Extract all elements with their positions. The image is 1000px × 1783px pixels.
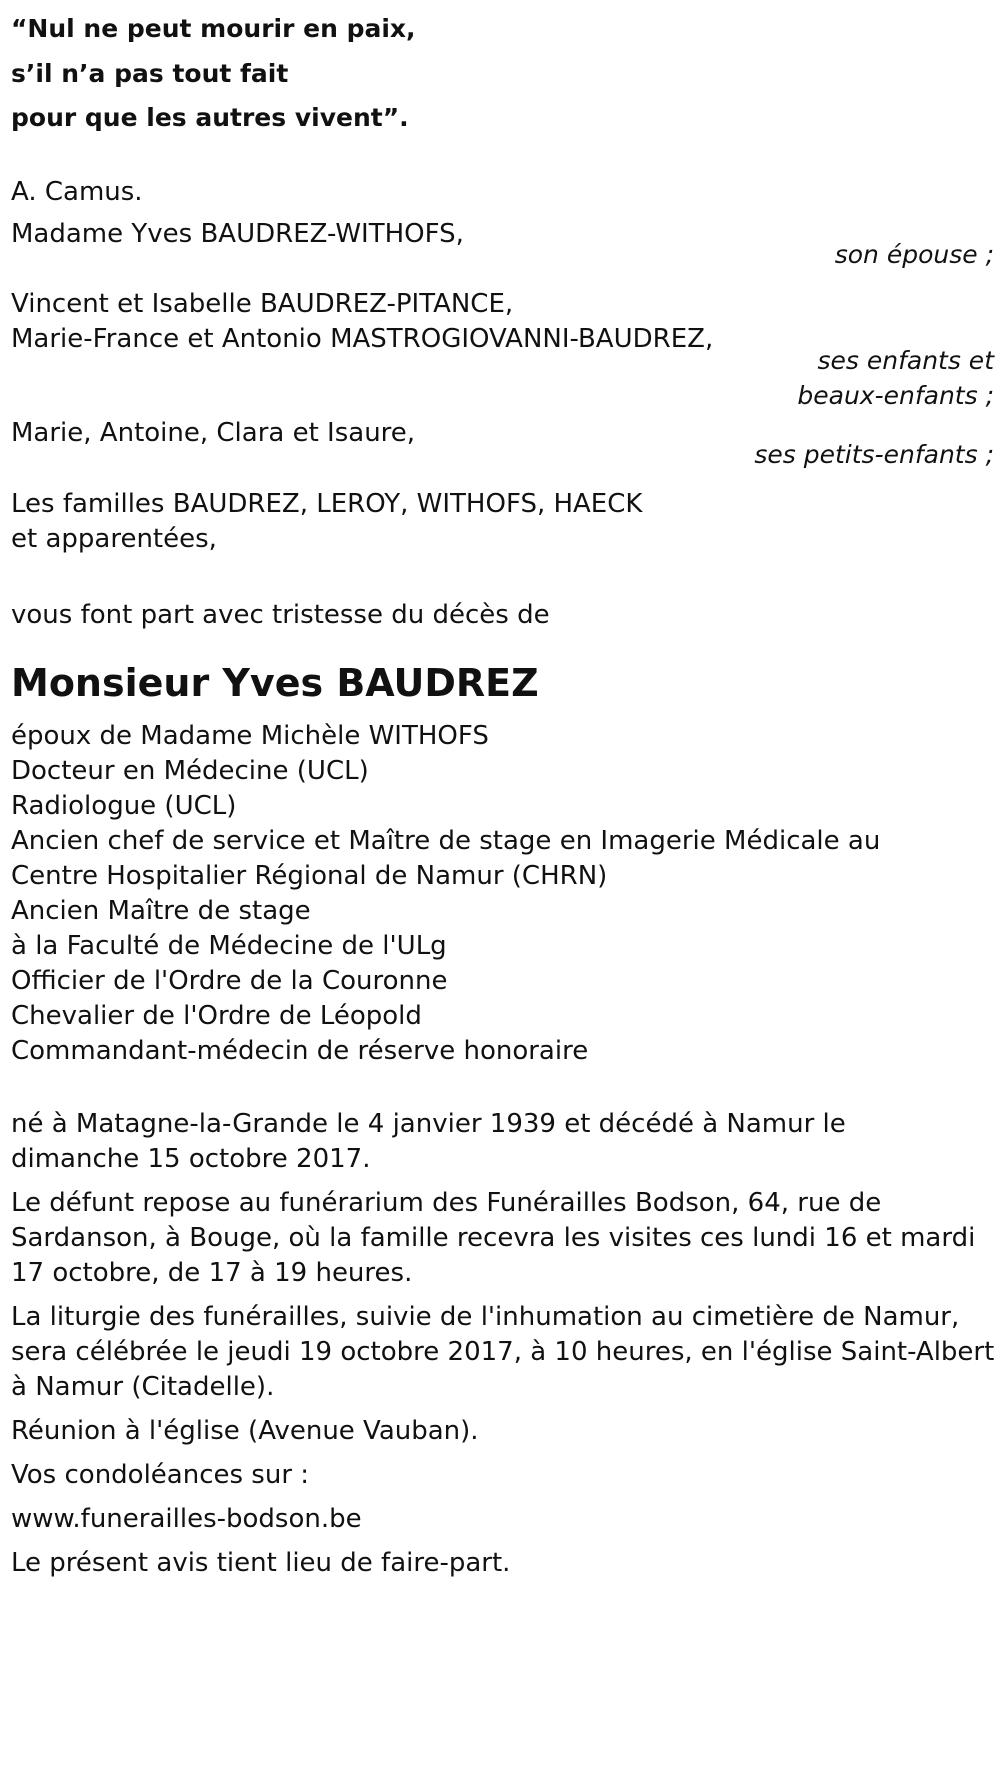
notice-text: Le présent avis tient lieu de faire-part.	[11, 1548, 511, 1578]
spouse-role: son épouse ;	[834, 240, 994, 269]
paragraph-line: né à Matagne-la-Grande le 4 janvier 1939 et décédé à Namur le	[11, 1109, 846, 1139]
title-line: Centre Hospitalier Régional de Namur (CHRN)	[11, 861, 608, 891]
title-line: Chevalier de l'Ordre de Léopold	[11, 1001, 422, 1031]
titles-list	[11, 719, 996, 1069]
title-line: Ancien chef de service et Maître de stage en Imagerie Médicale au	[11, 826, 881, 856]
paragraph-line: Le défunt repose au funérarium des Funérailles Bodson, 64, rue de	[11, 1188, 882, 1218]
children-role: ses enfants et	[817, 346, 994, 375]
title-line: Ancien Maître de stage	[11, 896, 311, 926]
title-line: Commandant-médecin de réserve honoraire	[11, 1036, 589, 1066]
birth-death-paragraph	[11, 1107, 996, 1177]
children-line: Marie-France et Antonio MASTROGIOVANNI-BAUDREZ,	[11, 324, 714, 354]
title-line: époux de Madame Michèle WITHOFS	[11, 721, 489, 751]
paragraph-line: Sardanson, à Bouge, où la famille recevra les visites ces lundi 16 et mardi	[11, 1223, 976, 1253]
grandchildren-names: Marie, Antoine, Clara et Isaure,	[11, 418, 416, 448]
spouse-name: Madame Yves BAUDREZ-WITHOFS,	[11, 219, 464, 249]
grandchildren-role: ses petits-enfants ;	[754, 440, 994, 469]
quote-author: A. Camus.	[11, 177, 143, 207]
paragraph-line: sera célébrée le jeudi 19 octobre 2017, à 10 heures, en l'église Saint-Albert	[11, 1337, 995, 1367]
funeral-details	[11, 1107, 996, 1581]
deceased-name: Monsieur Yves BAUDREZ	[11, 661, 539, 705]
children-role: beaux-enfants ;	[797, 381, 994, 410]
quote-line: s’il n’a pas tout fait	[11, 59, 289, 88]
title-line: Radiologue (UCL)	[11, 791, 237, 821]
paragraph-line: à Namur (Citadelle).	[11, 1372, 275, 1402]
title-line: à la Faculté de Médecine de l'ULg	[11, 931, 447, 961]
title-line: Docteur en Médecine (UCL)	[11, 756, 369, 786]
families-line: Les familles BAUDREZ, LEROY, WITHOFS, HAECK	[11, 489, 643, 519]
epigraph-quote	[11, 4, 996, 142]
visitation-paragraph	[11, 1186, 996, 1291]
liturgy-paragraph	[11, 1300, 996, 1405]
paragraph-line: 17 octobre, de 17 à 19 heures.	[11, 1258, 413, 1288]
website-link[interactable]: www.funerailles-bodson.be	[11, 1504, 362, 1534]
paragraph-line: La liturgie des funérailles, suivie de l'inhumation au cimetière de Namur,	[11, 1302, 960, 1332]
meeting-place: Réunion à l'église (Avenue Vauban).	[11, 1416, 479, 1446]
paragraph-line: dimanche 15 octobre 2017.	[11, 1144, 371, 1174]
family-list	[11, 214, 996, 557]
children-line: Vincent et Isabelle BAUDREZ-PITANCE,	[11, 289, 514, 319]
obituary-notice	[11, 0, 996, 1590]
quote-line: “Nul ne peut mourir en paix,	[11, 14, 416, 43]
quote-line: pour que les autres vivent”.	[11, 103, 409, 132]
condolences-label: Vos condoléances sur :	[11, 1460, 310, 1490]
title-line: Officier de l'Ordre de la Couronne	[11, 966, 448, 996]
announcement-text: vous font part avec tristesse du décès de	[11, 600, 550, 630]
families-line: et apparentées,	[11, 524, 217, 554]
